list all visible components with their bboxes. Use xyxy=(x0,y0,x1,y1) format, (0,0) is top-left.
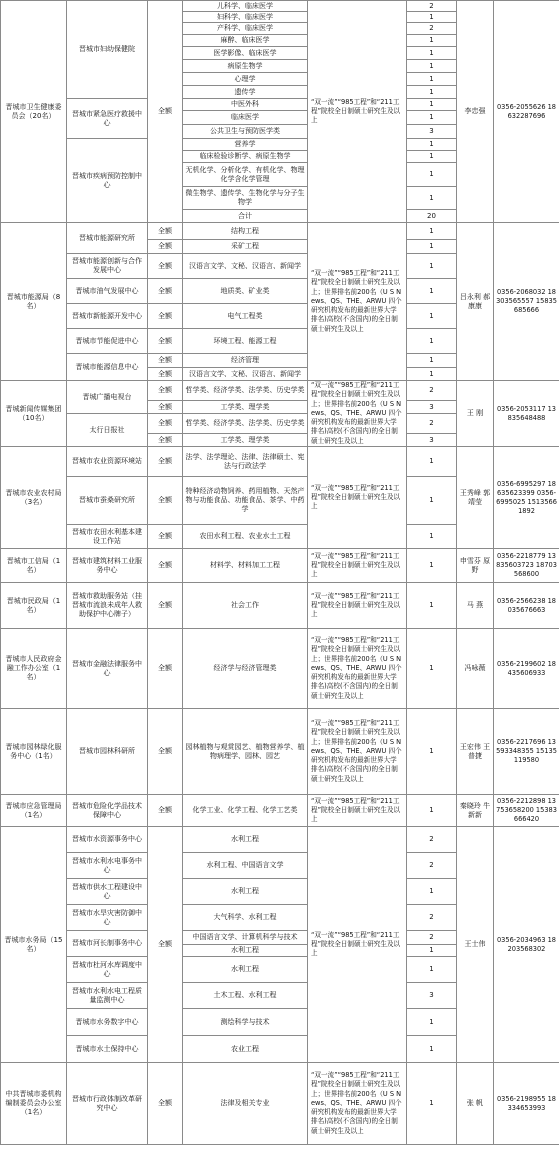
contact-cell: 王 刚 xyxy=(457,381,494,447)
major-cell: 电气工程类 xyxy=(183,304,308,329)
funding-cell: 全额 xyxy=(148,477,183,525)
table-row xyxy=(1,827,559,853)
major-cell: 产科学、临床医学 xyxy=(183,23,308,35)
funding-cell: 全额 xyxy=(148,1063,183,1145)
major-cell: 环境工程、能源工程 xyxy=(183,329,308,354)
dept-cell: 晋城市园林绿化服务中心（1名） xyxy=(1,709,67,795)
major-cell: 哲学类、经济学类、法学类、历史学类 xyxy=(183,414,308,434)
count-cell: 2 xyxy=(407,905,457,931)
count-cell: 1 xyxy=(407,254,457,279)
funding-cell: 全额 xyxy=(148,1,183,223)
count-cell: 1 xyxy=(407,47,457,60)
phone-cell: 0356-2198955 18334653993 xyxy=(494,1063,559,1145)
unit-cell: 晋城市金融法律服务中心 xyxy=(67,629,148,709)
funding-cell: 全额 xyxy=(148,354,183,368)
requirement-cell: “双一流”“985工程”和“211工程”院校全日制硕士研究生及以上；世界排名前200名（U S News、QS、THE、ARWU 四个研究机构发布的最新世界大学排名)高校(不含国内)的全日制硕士研究生及以上 xyxy=(308,629,407,709)
count-cell: 1 xyxy=(407,549,457,583)
requirement-cell: “双一流”“985工程”和“211工程”院校全日制硕士研究生及以上 xyxy=(308,549,407,583)
major-cell: 临床医学 xyxy=(183,111,308,125)
major-cell: 营养学 xyxy=(183,139,308,151)
dept-cell: 晋城市水务局（15名） xyxy=(1,827,67,1063)
dept-cell: 晋城市人民政府金融工作办公室（1名） xyxy=(1,629,67,709)
major-cell: 化学工业、化学工程、化学工艺类 xyxy=(183,795,308,827)
phone-cell: 0356-6995297 18635623399 0356-6995025 15135661892 xyxy=(494,447,559,549)
dept-cell: 晋城市民政局（1名） xyxy=(1,583,67,629)
dept-cell: 晋城新闻传媒集团（10名） xyxy=(1,381,67,447)
major-cell: 社会工作 xyxy=(183,583,308,629)
major-cell: 工学类、理学类 xyxy=(183,401,308,414)
phone-cell: 0356-2055626 18632287696 xyxy=(494,1,559,223)
count-cell: 1 xyxy=(407,477,457,525)
unit-cell: 晋城广播电视台 xyxy=(67,381,148,414)
unit-cell: 太行日报社 xyxy=(67,414,148,447)
funding-cell: 全额 xyxy=(148,447,183,477)
count-cell: 1 xyxy=(407,1036,457,1063)
table-row xyxy=(1,1,559,12)
count-cell: 1 xyxy=(407,111,457,125)
count-cell: 1 xyxy=(407,240,457,254)
count-cell: 3 xyxy=(407,401,457,414)
unit-cell: 晋城市水利水电工程质量监测中心 xyxy=(67,983,148,1009)
contact-cell: 张 帆 xyxy=(457,1063,494,1145)
funding-cell: 全额 xyxy=(148,304,183,329)
requirement-cell: “双一流”“985工程”和“211工程”院校全日制硕士研究生及以上 xyxy=(308,583,407,629)
major-cell: 测绘科学与技术 xyxy=(183,1009,308,1036)
contact-cell: 申雪芬 原 野 xyxy=(457,549,494,583)
major-cell: 土木工程、水利工程 xyxy=(183,983,308,1009)
contact-cell: 马 燕 xyxy=(457,583,494,629)
unit-cell: 晋城市紧急医疗救援中心 xyxy=(67,99,148,139)
requirement-cell: “双一流”“985工程”和“211工程”院校全日制硕士研究生及以上 xyxy=(308,1,407,223)
requirement-cell: “双一流”“985工程”和“211工程”院校全日制硕士研究生及以上；世界排名前200名（U S News、QS、THE、ARWU 四个研究机构发布的最新世界大学排名)高校(不含国内)的全日制硕士研究生及以上 xyxy=(308,223,407,381)
count-cell: 1 xyxy=(407,583,457,629)
phone-cell: 0356-2218779 13835603723 18703568600 xyxy=(494,549,559,583)
major-cell: 农业工程 xyxy=(183,1036,308,1063)
unit-cell: 晋城市水务数字中心 xyxy=(67,1009,148,1036)
unit-cell: 晋城市能源创新与合作发展中心 xyxy=(67,254,148,279)
major-cell: 心理学 xyxy=(183,73,308,86)
count-cell: 1 xyxy=(407,60,457,73)
unit-cell: 晋城市农业资源环境站 xyxy=(67,447,148,477)
major-cell: 水利工程 xyxy=(183,827,308,853)
funding-cell: 全额 xyxy=(148,549,183,583)
unit-cell: 晋城市杜河水库调度中心 xyxy=(67,957,148,983)
funding-cell: 全额 xyxy=(148,434,183,447)
funding-cell: 全额 xyxy=(148,525,183,549)
requirement-cell: “双一流”“985工程”和“211工程”院校全日制硕士研究生及以上 xyxy=(308,447,407,549)
unit-cell: 晋城市建筑材料工业服务中心 xyxy=(67,549,148,583)
dept-cell: 晋城市工信局（1名） xyxy=(1,549,67,583)
major-cell: 经济学与经济管理类 xyxy=(183,629,308,709)
unit-cell: 晋城市河长制事务中心 xyxy=(67,931,148,957)
major-cell: 法律及相关专业 xyxy=(183,1063,308,1145)
funding-cell: 全额 xyxy=(148,401,183,414)
table-row xyxy=(1,795,559,827)
unit-cell: 晋城市水资源事务中心 xyxy=(67,827,148,853)
count-cell: 2 xyxy=(407,414,457,434)
funding-cell: 全额 xyxy=(148,381,183,401)
contact-cell: 王士伟 xyxy=(457,827,494,1063)
funding-cell: 全额 xyxy=(148,583,183,629)
phone-cell: 0356-2217696 13593348355 15135119580 xyxy=(494,709,559,795)
table-row xyxy=(1,583,559,629)
count-cell: 1 xyxy=(407,709,457,795)
unit-cell: 晋城市妇幼保健院 xyxy=(67,1,148,99)
count-cell: 1 xyxy=(407,151,457,163)
unit-cell: 晋城市疾病预防控制中心 xyxy=(67,139,148,223)
table-row xyxy=(1,447,559,477)
major-cell: 水利工程 xyxy=(183,945,308,957)
count-cell: 1 xyxy=(407,525,457,549)
unit-cell: 晋城市节能促进中心 xyxy=(67,329,148,354)
major-cell: 水利工程、中国语言文学 xyxy=(183,853,308,879)
contact-cell: 李忠强 xyxy=(457,1,494,223)
table-row xyxy=(1,1063,559,1145)
major-cell: 经济管理 xyxy=(183,354,308,368)
table-row xyxy=(1,629,559,709)
count-cell: 2 xyxy=(407,853,457,879)
unit-cell: 晋城市供水工程建设中心 xyxy=(67,879,148,905)
table-row xyxy=(1,709,559,795)
contact-cell: 吕永利 郝康康 xyxy=(457,223,494,381)
major-cell: 结构工程 xyxy=(183,223,308,240)
phone-cell: 0356-2034963 18203568302 xyxy=(494,827,559,1063)
funding-cell: 全额 xyxy=(148,329,183,354)
requirement-cell: “双一流”“985工程”和“211工程”院校全日制硕士研究生及以上；世界排名前200名（U S News、QS、THE、ARWU 四个研究机构发布的最新世界大学排名)高校(不含国内)的全日制硕士研究生及以上 xyxy=(308,709,407,795)
dept-cell: 晋城市卫生健康委员会（20名） xyxy=(1,1,67,223)
funding-cell: 全额 xyxy=(148,254,183,279)
count-cell: 1 xyxy=(407,35,457,47)
requirement-cell: “双一流”“985工程”和“211工程”院校全日制硕士研究生及以上；世界排名前200名（U S News、QS、THE、ARWU 四个研究机构发布的最新世界大学排名)高校(不含国内)的全日制硕士研究生及以上 xyxy=(308,1063,407,1145)
unit-cell: 晋城市蚕桑研究所 xyxy=(67,477,148,525)
major-cell: 麻醉、临床医学 xyxy=(183,35,308,47)
major-cell: 特种经济动物饲养、药用植物、天然产物与功能食品、功能食品、茶学、中药学 xyxy=(183,477,308,525)
count-cell: 2 xyxy=(407,1,457,12)
total-label: 合计 xyxy=(183,210,308,223)
count-cell: 1 xyxy=(407,223,457,240)
funding-cell: 全额 xyxy=(148,279,183,304)
major-cell: 中医外科 xyxy=(183,99,308,111)
count-cell: 1 xyxy=(407,304,457,329)
major-cell: 无机化学、分析化学、有机化学、物理化学含化学管理 xyxy=(183,163,308,187)
count-cell: 1 xyxy=(407,99,457,111)
unit-cell: 晋城市能源研究所 xyxy=(67,223,148,254)
count-cell: 20 xyxy=(407,210,457,223)
requirement-cell: “双一流”“985工程”和“211工程”院校全日制硕士研究生及以上；世界排名前200名（U S News、QS、THE、ARWU 四个研究机构发布的最新世界大学排名)高校(不含国内)的全日制硕士研究生及以上 xyxy=(308,381,407,447)
contact-cell: 王宏伟 王普捷 xyxy=(457,709,494,795)
major-cell: 中国语言文学、计算机科学与技术 xyxy=(183,931,308,945)
count-cell: 1 xyxy=(407,945,457,957)
count-cell: 1 xyxy=(407,957,457,983)
count-cell: 2 xyxy=(407,827,457,853)
count-cell: 1 xyxy=(407,86,457,99)
count-cell: 3 xyxy=(407,434,457,447)
major-cell: 汉语言文学、文秘、汉语言、新闻学 xyxy=(183,254,308,279)
major-cell: 地质类、矿业类 xyxy=(183,279,308,304)
count-cell: 2 xyxy=(407,931,457,945)
count-cell: 1 xyxy=(407,139,457,151)
table-row xyxy=(1,381,559,401)
major-cell: 大气科学、水利工程 xyxy=(183,905,308,931)
phone-cell: 0356-2199602 18435606933 xyxy=(494,629,559,709)
count-cell: 3 xyxy=(407,125,457,139)
count-cell: 1 xyxy=(407,795,457,827)
phone-cell: 0356-2053117 13835648488 xyxy=(494,381,559,447)
major-cell: 采矿工程 xyxy=(183,240,308,254)
major-cell: 法学、法学理论、法律、法律硕士、宪法与行政法学 xyxy=(183,447,308,477)
major-cell: 遗传学 xyxy=(183,86,308,99)
count-cell: 1 xyxy=(407,879,457,905)
requirement-cell: “双一流”“985工程”和“211工程”院校全日制硕士研究生及以上 xyxy=(308,827,407,1063)
unit-cell: 晋城市救助服务站（挂晋城市流浪未成年人救助保护中心牌子） xyxy=(67,583,148,629)
table-row xyxy=(1,223,559,240)
count-cell: 1 xyxy=(407,12,457,23)
major-cell: 病原生物学 xyxy=(183,60,308,73)
major-cell: 工学类、理学类 xyxy=(183,434,308,447)
major-cell: 材料学、材料加工工程 xyxy=(183,549,308,583)
unit-cell: 晋城市水土保持中心 xyxy=(67,1036,148,1063)
unit-cell: 晋城市农田水利基本建设工作站 xyxy=(67,525,148,549)
unit-cell: 晋城市能源信息中心 xyxy=(67,354,148,381)
unit-cell: 晋城市危险化学品技术保障中心 xyxy=(67,795,148,827)
count-cell: 1 xyxy=(407,329,457,354)
count-cell: 1 xyxy=(407,1009,457,1036)
funding-cell: 全额 xyxy=(148,240,183,254)
dept-cell: 晋城市应急管理局（1名） xyxy=(1,795,67,827)
major-cell: 农田水利工程、农业水土工程 xyxy=(183,525,308,549)
phone-cell: 0356-2068032 18303565557 15835685666 xyxy=(494,223,559,381)
funding-cell: 全额 xyxy=(148,414,183,434)
major-cell: 哲学类、经济学类、法学类、历史学类 xyxy=(183,381,308,401)
count-cell: 1 xyxy=(407,163,457,187)
major-cell: 园林植物与观赏园艺、植物营养学、植物病理学、园林、园艺 xyxy=(183,709,308,795)
funding-cell: 全额 xyxy=(148,629,183,709)
dept-cell: 晋城市能源局（8名） xyxy=(1,223,67,381)
major-cell: 儿科学、临床医学 xyxy=(183,1,308,12)
count-cell: 1 xyxy=(407,368,457,381)
count-cell: 1 xyxy=(407,187,457,210)
requirement-cell: “双一流”“985工程”和“211工程”院校全日制硕士研究生及以上 xyxy=(308,795,407,827)
unit-cell: 晋城市水利水电事务中心 xyxy=(67,853,148,879)
table-row xyxy=(1,549,559,583)
count-cell: 3 xyxy=(407,983,457,1009)
major-cell: 汉语言文学、文秘、汉语言、新闻学 xyxy=(183,368,308,381)
count-cell: 2 xyxy=(407,23,457,35)
major-cell: 妇科学、临床医学 xyxy=(183,12,308,23)
phone-cell: 0356-2566238 18035676663 xyxy=(494,583,559,629)
count-cell: 1 xyxy=(407,279,457,304)
count-cell: 1 xyxy=(407,73,457,86)
funding-cell: 全额 xyxy=(148,709,183,795)
dept-cell: 晋城市农业农村局（3名） xyxy=(1,447,67,549)
major-cell: 水利工程 xyxy=(183,879,308,905)
count-cell: 1 xyxy=(407,354,457,368)
unit-cell: 晋城市水旱灾害防御中心 xyxy=(67,905,148,931)
unit-cell: 晋城市行政体制改革研究中心 xyxy=(67,1063,148,1145)
major-cell: 公共卫生与预防医学类 xyxy=(183,125,308,139)
contact-cell: 秦晓玲 牛新新 xyxy=(457,795,494,827)
contact-cell: 王秀峰 郭靖莹 xyxy=(457,447,494,549)
unit-cell: 晋城市油气发展中心 xyxy=(67,279,148,304)
funding-cell: 全额 xyxy=(148,223,183,240)
major-cell: 医学影像、临床医学 xyxy=(183,47,308,60)
major-cell: 微生物学、遗传学、生物化学与分子生物学 xyxy=(183,187,308,210)
contact-cell: 冯咏薇 xyxy=(457,629,494,709)
phone-cell: 0356-2212898 13753658200 15383666420 xyxy=(494,795,559,827)
count-cell: 1 xyxy=(407,629,457,709)
funding-cell: 全额 xyxy=(148,827,183,1063)
unit-cell: 晋城市园林科研所 xyxy=(67,709,148,795)
funding-cell: 全额 xyxy=(148,368,183,381)
count-cell: 1 xyxy=(407,1063,457,1145)
dept-cell: 中共晋城市委机构编制委员会办公室（1名） xyxy=(1,1063,67,1145)
count-cell: 1 xyxy=(407,447,457,477)
funding-cell: 全额 xyxy=(148,795,183,827)
major-cell: 临床检验诊断学、病原生物学 xyxy=(183,151,308,163)
major-cell: 水利工程 xyxy=(183,957,308,983)
unit-cell: 晋城市新能源开发中心 xyxy=(67,304,148,329)
count-cell: 2 xyxy=(407,381,457,401)
